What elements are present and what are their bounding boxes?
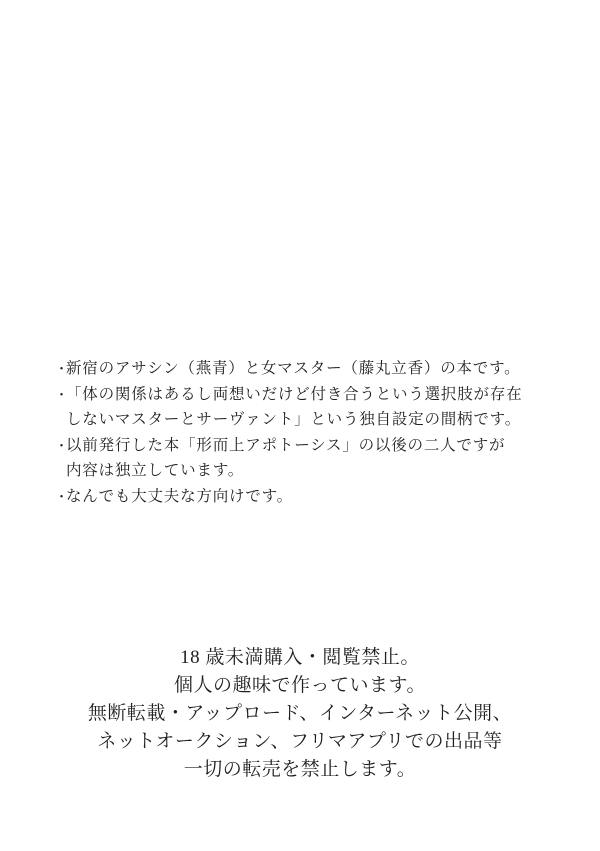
note-text: 内容は独立しています。	[66, 462, 245, 479]
note-text: なんでも大丈夫な方向けです。	[66, 487, 293, 505]
note-text: 以前発行した本「形而上アポトーシス」の以後の二人ですが	[66, 436, 506, 454]
note-text: 新宿のアサシン（燕青）と女マスター（藤丸立香）の本です。	[66, 360, 521, 377]
note-text: 「体の関係はあるし両想いだけど付き合うという選択肢が存在	[66, 385, 523, 403]
note-line-continuation	[55, 458, 522, 484]
bullet-marker: ・	[55, 488, 69, 504]
note-text: しないマスターとサーヴァント」という独自設定の間柄です。	[66, 411, 522, 428]
note-line-continuation	[55, 407, 522, 433]
disclaimer-line: 個人の趣味で作っています。	[174, 675, 426, 696]
disclaimer-line: ネットオークション、フリマアプリでの出品等	[97, 731, 503, 752]
note-line	[55, 484, 522, 510]
bullet-marker: ・	[55, 386, 69, 402]
bullet-marker: ・	[55, 437, 69, 453]
description-notes-block	[55, 356, 522, 509]
note-line	[55, 356, 522, 382]
note-line	[55, 382, 522, 408]
disclaimer-line: 無断転載・アップロード、インターネット公開、	[87, 703, 513, 724]
note-line	[55, 433, 522, 459]
disclaimer-line: 18 歳未満購入・閲覧禁止。	[180, 647, 420, 668]
disclaimer-line: 一切の転売を禁止します。	[183, 759, 417, 780]
bullet-marker: ・	[55, 361, 69, 376]
disclaimer-block	[0, 644, 600, 784]
